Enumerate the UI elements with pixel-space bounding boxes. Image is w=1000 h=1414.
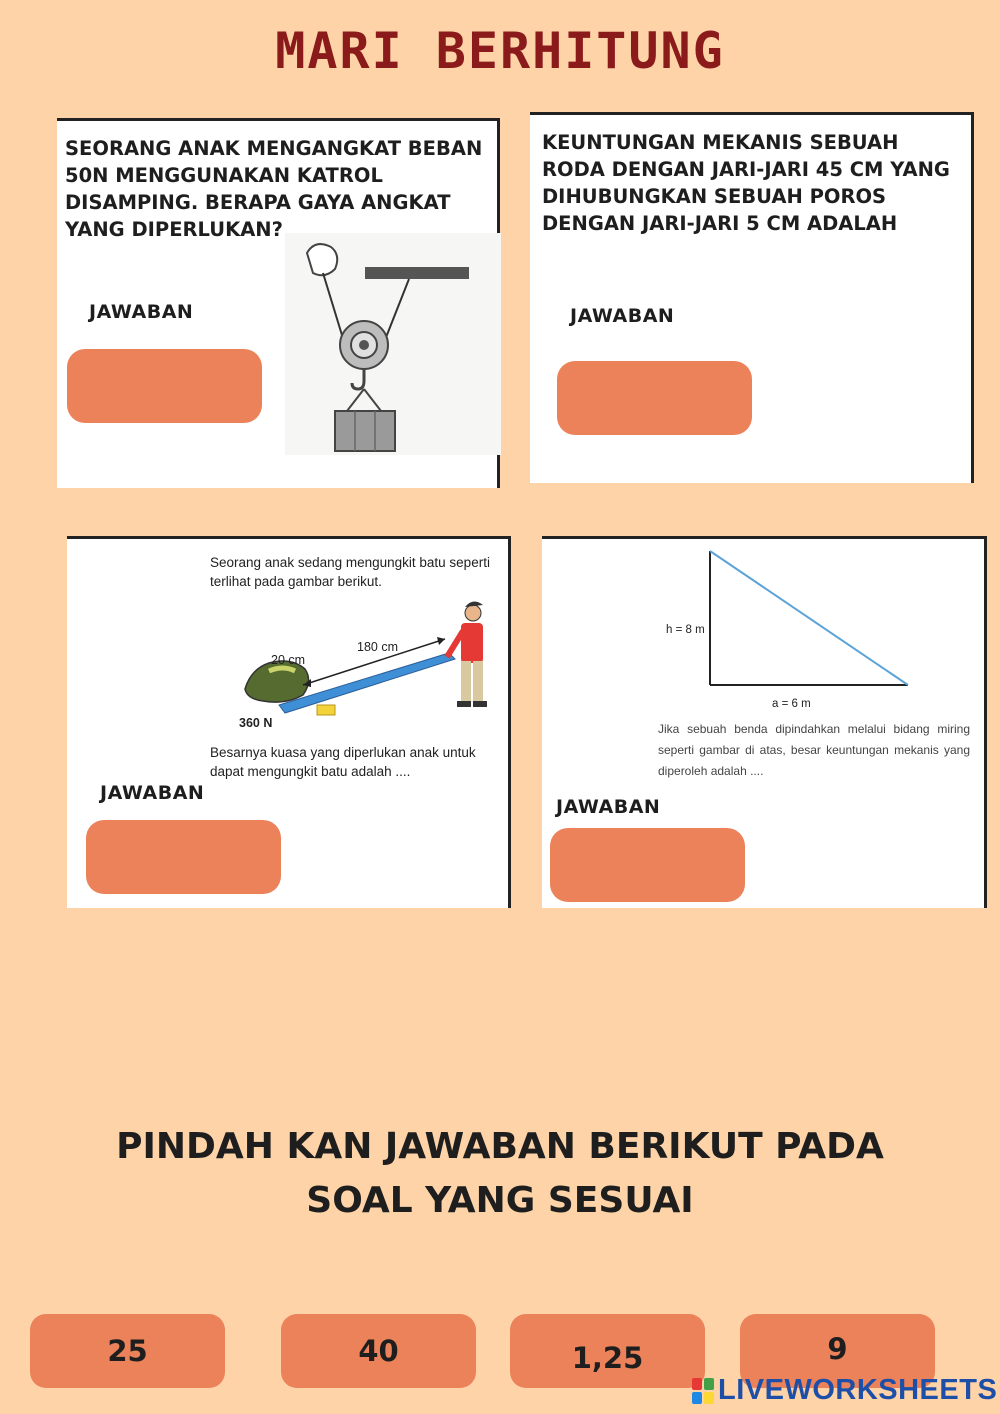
jawaban-label-1: JAWABAN [89, 301, 194, 323]
question-card-4 [542, 536, 987, 908]
label-a: a = 6 m [772, 698, 811, 710]
incline-illustration [702, 547, 912, 689]
answer-dropzone-3[interactable] [86, 820, 281, 894]
answer-chip-2[interactable]: 40 [281, 1314, 476, 1388]
question-4-text: Jika sebuah benda dipindahkan melalui bidang miring seperti gambar di atas, besar keuntungan mekanis yang diperoleh adalah .... [658, 722, 970, 778]
question-card-1 [57, 118, 500, 488]
question-1-text: SEORANG ANAK MENGANGKAT BEBAN 50N MENGGUNAKAN KATROL DISAMPING. BERAPA GAYA ANGKAT YANG DIPERLUKAN? [65, 137, 483, 241]
label-20cm: 20 cm [271, 653, 306, 667]
label-360n: 360 N [239, 716, 273, 730]
question-3-intro: Seorang anak sedang mengungkit batu seperti terlihat pada gambar berikut. [210, 555, 490, 589]
page-title: MARI BERHITUNG [275, 22, 725, 80]
answer-dropzone-4[interactable] [550, 828, 745, 902]
label-h: h = 8 m [666, 624, 705, 636]
instruction-text: PINDAH KAN JAWABAN BERIKUT PADA SOAL YANG SESUAI [116, 1126, 884, 1221]
question-2-text: KEUNTUNGAN MEKANIS SEBUAH RODA DENGAN JARI-JARI 45 CM YANG DIHUBUNGKAN SEBUAH POROS DENGAN JARI-JARI 5 CM ADALAH [542, 131, 950, 235]
question-card-3 [67, 536, 511, 908]
jawaban-label-3: JAWABAN [100, 782, 205, 804]
jawaban-label-2: JAWABAN [570, 305, 675, 327]
liveworksheets-wordmark: LIVEWORKSHEETS [718, 1374, 998, 1406]
answer-chip-1[interactable]: 25 [30, 1314, 225, 1388]
liveworksheets-logo-icon [692, 1378, 714, 1404]
question-card-2 [530, 112, 974, 483]
jawaban-label-4: JAWABAN [556, 796, 661, 818]
pulley-illustration [285, 233, 501, 455]
answer-dropzone-1[interactable] [67, 349, 262, 423]
question-3-text: Besarnya kuasa yang diperlukan anak untuk dapat mengungkit batu adalah .... [210, 745, 476, 779]
label-180cm: 180 cm [357, 640, 398, 654]
liveworksheets-brand [692, 1374, 997, 1407]
answer-dropzone-2[interactable] [557, 361, 752, 435]
answer-chip-4[interactable]: 9 [740, 1314, 935, 1388]
answer-chip-3[interactable]: 1,25 [510, 1314, 705, 1388]
